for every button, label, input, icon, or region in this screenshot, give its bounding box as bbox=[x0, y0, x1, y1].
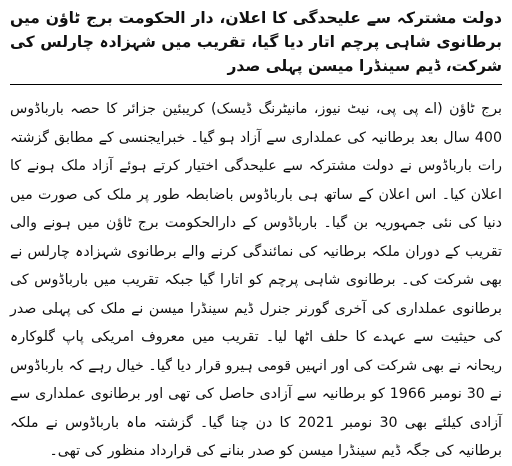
article-body: برج ٹاؤن (اے پی پی، نیٹ نیوز، مانیٹرنگ ڈیسک) کریبئین جزائر کا حصہ بارباڈوس 400 سال بعد برطانیہ کی عملداری سے آزاد ہو گیا۔ خبرایجنسی کے مطابق گزشتہ رات بارباڈوس نے دولت مشترکہ سے علیحدگی اختیار کرتے ہوئے آزاد ملک ہونے کا اعلان کیا۔ اس اعلان کے ساتھ ہی بارباڈوس باضابطہ طور پر ملک کی صورت میں دنیا کی نئی جمہوریہ بن گیا۔ بارباڈوس کے دارالحکومت برج ٹاؤن میں ہونے والی تقریب کے دوران ملکہ برطانیہ کی نمائندگی کرنے والے برطانوی شہزادہ چارلس نے بھی شرکت کی۔ برطانوی شاہی پرچم کو اتارا گیا جبکہ تقریب میں بارباڈوس کی برطانوی عملداری کی آخری گورنر جنرل ڈیم سینڈرا میسن نے ملک کی پہلی صدر کی حیثیت سے عہدے کا حلف اٹھا لیا۔ تقریب میں معروف امریکی پاپ گلوکارہ ریحانہ نے بھی شرکت کی اور انہیں قومی ہیرو قرار دیا گیا۔ خیال رہے کہ بارباڈوس نے 30 نومبر 1966 کو برطانیہ سے آزادی حاصل کی تھی اور برطانوی عملداری سے آزادی کیلئے بھی 30 نومبر 2021 کا دن چنا گیا۔ گزشتہ ماہ بارباڈوس نے ملکہ برطانیہ کی جگہ ڈیم سینڈرا میسن کو صدر بنانے کی قرارداد منظور کی تھی۔ bbox=[10, 101, 502, 459]
headline-divider bbox=[10, 84, 502, 85]
article-headline: دولت مشترکہ سے علیحدگی کا اعلان، دار الحکومت برج ٹاؤن میں برطانوی شاہی پرچم اتار دیا گیا، تقریب میں شہزادہ چارلس کی شرکت، ڈیم سینڈرا میسن پہلی صدر bbox=[10, 9, 502, 75]
